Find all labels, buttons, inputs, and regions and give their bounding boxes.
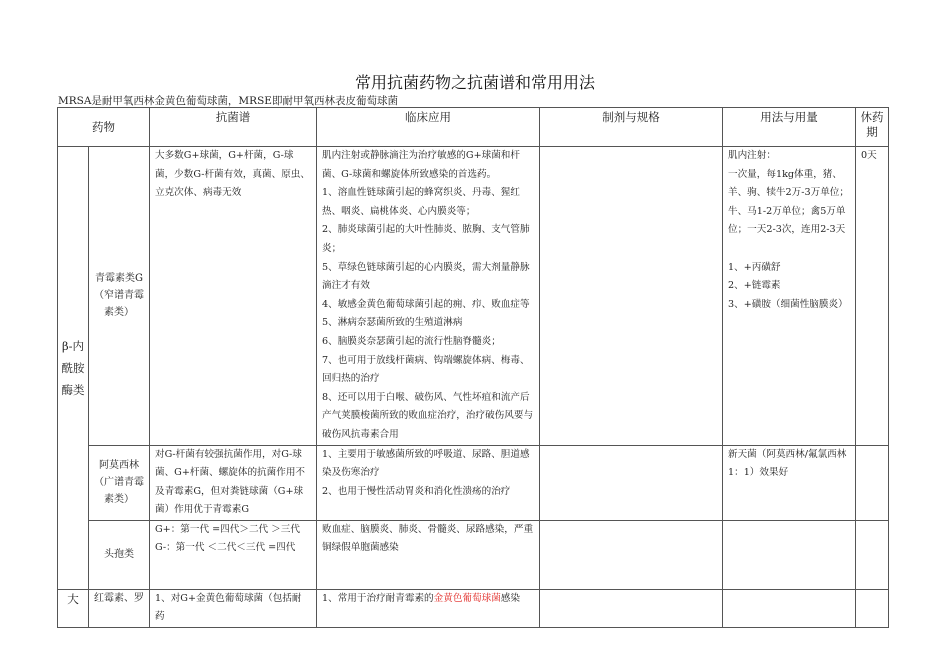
drug-erythromycin: 红霉素、罗 <box>89 589 150 627</box>
withdrawal-cephalosporin <box>856 520 889 589</box>
clinical-cephalosporin: 败血症、脑膜炎、肺炎、骨髓炎、尿路感染，严重铜绿假单胞菌感染 <box>317 520 540 589</box>
header-drug: 药物 <box>58 108 150 147</box>
table-header-row <box>58 108 889 147</box>
usage-amoxicillin: 新天菌（阿莫西林/氟氯西林1：1）效果好 <box>723 445 856 520</box>
table-row <box>58 520 889 589</box>
highlighted-pathogen: 金黄色葡萄球菌 <box>433 592 501 604</box>
header-clinical: 临床应用 <box>317 108 540 147</box>
spectrum-erythromycin: 1、对G+金黄色葡萄球菌（包括耐药 <box>150 589 317 627</box>
clinical-amoxicillin: 1、主要用于敏感菌所致的呼吸道、尿路、胆道感染及伤寒治疗 2、也用于慢性活动胃炎和消化性溃疡的治疗 <box>317 445 540 520</box>
class-macrolide: 大 <box>58 589 89 627</box>
usage-cephalosporin <box>723 520 856 589</box>
form-amoxicillin <box>540 445 723 520</box>
withdrawal-erythromycin <box>856 589 889 627</box>
header-usage: 用法与用量 <box>723 108 856 147</box>
class-beta-lactam: β-内酰胺酶类 <box>58 147 89 590</box>
form-erythromycin <box>540 589 723 627</box>
table-row <box>58 445 889 520</box>
usage-penicillin: 肌内注射： 一次量，每1kg体重，猪、羊、驹、犊牛2万-3万单位；牛、马1-2万单位；禽5万单位；一天2-3次，连用2-3天 1、+丙磺舒 2、+链霉素 3、+磺胺（细菌性脑膜炎） <box>723 147 856 446</box>
form-cephalosporin <box>540 520 723 589</box>
clinical-erythromycin-text: 1、常用于治疗耐青霉素的 <box>322 592 434 604</box>
drug-penicillin: 青霉素类G（窄谱青霉素类） <box>89 147 150 446</box>
clinical-penicillin: 肌内注射或静脉滴注为治疗敏感的G+球菌和杆菌、G-球菌和螺旋体所致感染的首选药。 1、溶血性链球菌引起的蜂窝织炎、丹毒、猩红热、咽炎、扁桃体炎、心内膜炎等； 2、肺炎球菌引起的大叶性肺炎、脓胸、支气管肺炎； 5、草绿色链球菌引起的心内膜炎，需大剂量静脉滴注才有效 4、敏感金黄色葡萄球菌引起的痈、疖、败血症等 5、淋病奈瑟菌所致的生殖道淋病 6、脑膜炎奈瑟菌引起的流行性脑脊髓炎； 7、也可用于放线杆菌病、钩端螺旋体病、梅毒、回归热的治疗 8、还可以用于白喉、破伤风、气性坏疽和流产后产气荚膜梭菌所致的败血症治疗，治疗破伤风要与破伤风抗毒素合用 <box>317 147 540 446</box>
form-penicillin <box>540 147 723 446</box>
table-row <box>58 589 889 627</box>
header-spectrum: 抗菌谱 <box>150 108 317 147</box>
drug-amoxicillin: 阿莫西林（广谱青霉素类） <box>89 445 150 520</box>
table-row <box>58 147 889 446</box>
spectrum-cephalosporin: G+：第一代 =四代＞二代 ＞三代 G-：第一代 ＜二代＜三代 =四代 <box>150 520 317 589</box>
withdrawal-penicillin: 0天 <box>856 147 889 446</box>
usage-erythromycin <box>723 589 856 627</box>
header-withdrawal: 休药期 <box>856 108 889 147</box>
spectrum-amoxicillin: 对G-杆菌有较强抗菌作用，对G-球菌、G+杆菌、螺旋体的抗菌作用不及青霉素G，但对粪链球菌（G+球菌）作用优于青霉素G <box>150 445 317 520</box>
header-form: 制剂与规格 <box>540 108 723 147</box>
drug-cephalosporin: 头孢类 <box>89 520 150 589</box>
spectrum-penicillin: 大多数G+球菌，G+杆菌，G-球菌，少数G-杆菌有效，真菌、原虫、立克次体、病毒无效 <box>150 147 317 446</box>
clinical-erythromycin-suffix: 感染 <box>500 592 520 604</box>
page-title: 常用抗菌药物之抗菌谱和常用用法 <box>354 73 595 92</box>
withdrawal-amoxicillin <box>856 445 889 520</box>
abbreviation-note: MRSA是耐甲氧西林金黄色葡萄球菌，MRSE即耐甲氧西林表皮葡萄球菌 <box>58 95 398 107</box>
clinical-erythromycin <box>317 589 540 627</box>
antibiotic-table <box>57 107 889 628</box>
